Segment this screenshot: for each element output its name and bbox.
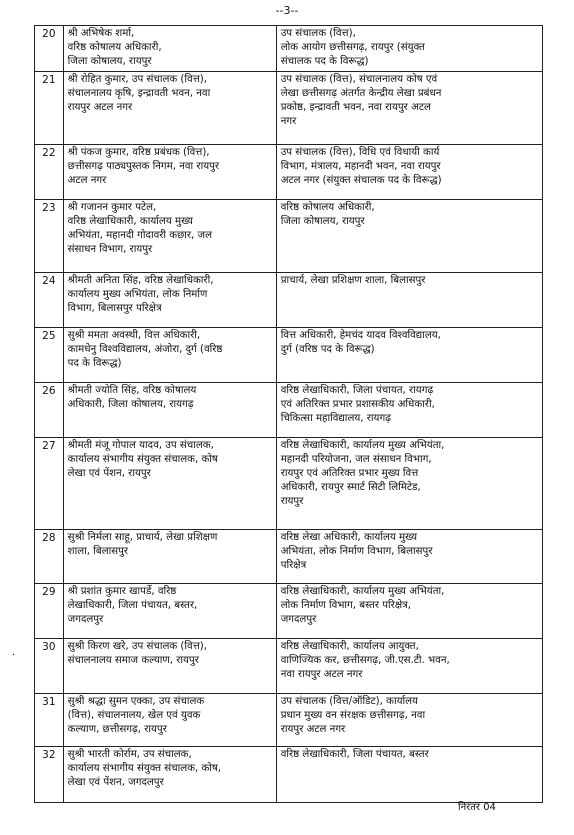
- new-posting-cell: [276, 26, 542, 72]
- officer-name-cell: [63, 583, 276, 638]
- officer-name-text: श्री अभिषेक शर्मा, वरिष्ठ कोषालय अधिकारी, जिला कोषालय, रायपुर: [67, 28, 162, 68]
- new-posting-text: वरिष्ठ लेखाधिकारी, कार्यालय मुख्य अभियंता, महानदी परियोजना, जल संसाधन विभाग, रायपुर एवं अतिरिक्त प्रभार मुख्य वित्त अधिकारी, रायपुर स्मार्ट सिटी लिमिटेड, रायपुर: [280, 439, 445, 508]
- officer-name-text: सुश्री भारती कोर्राम, उप संचालक, कार्यालय संभागीय संयुक्त संचालक, कोष, लेखा एवं पेंशन, जगदलपुर: [67, 748, 222, 789]
- officer-name-cell: [63, 529, 276, 583]
- officer-name-text: श्रीमती ज्योति सिंह, वरिष्ठ कोषालय अधिकारी, जिला कोषालय, रायगढ़: [67, 384, 197, 410]
- table-row: [35, 583, 543, 638]
- new-posting-text: वरिष्ठ लेखा अधिकारी, कार्यालय मुख्य अभियंता, लोक निर्माण विभाग, बिलासपुर परिक्षेत्र: [280, 531, 433, 572]
- table-row: [35, 327, 543, 382]
- table-row: [35, 529, 543, 583]
- officer-name-text: श्री रोहित कुमार, उप संचालक (वित्त), संचालनालय कृषि, इन्द्रावती भवन, नवा रायपुर अटल नगर: [67, 73, 211, 114]
- new-posting-text: उप संचालक (वित्त), विधि एवं विधायी कार्य विभाग, मंत्रालय, महानदी भवन, नवा रायपुर अटल नगर (संयुक्त संचालक पद के विरूद्ध): [280, 146, 442, 187]
- officer-name-cell: [63, 746, 276, 802]
- serial-number-cell: 22: [35, 144, 64, 199]
- serial-number-cell: 26: [35, 382, 64, 437]
- officer-name-cell: [63, 71, 276, 144]
- table-row: [35, 638, 543, 693]
- new-posting-text: प्राचार्य, लेखा प्रशिक्षण शाला, बिलासपुर: [280, 274, 426, 286]
- officer-name-text: सुश्री किरण खरे, उप संचालक (वित्त), संचालनालय समाज कल्याण, रायपुर: [67, 640, 207, 666]
- serial-number-cell: 23: [35, 199, 64, 272]
- new-posting-text: वरिष्ठ कोषालय अधिकारी, जिला कोषालय, रायपुर: [280, 201, 375, 227]
- officer-name-text: सुश्री ममता अवस्थी, वित्त अधिकारी, कामधेनु विश्वविद्यालय, अंजोरा, दुर्ग (वरिष्ठ पद के विरूद्ध): [67, 329, 223, 370]
- new-posting-text: उप संचालक (वित्त/ऑडिट), कार्यालय प्रधान मुख्य वन संरक्षक छत्तीसगढ़, नवा रायपुर अटल नगर: [280, 695, 426, 736]
- new-posting-cell: [276, 71, 542, 144]
- table-row: [35, 26, 543, 72]
- officer-name-text: श्रीमती मंजू गोपाल यादव, उप संचालक, कार्यालय संभागीय संयुक्त संचालक, कोष लेखा एवं पेंशन, रायपुर: [67, 439, 218, 480]
- continuation-footer: निरंतर 04: [458, 802, 496, 813]
- serial-number-cell: 28: [35, 529, 64, 583]
- new-posting-text: वरिष्ठ लेखाधिकारी, कार्यालय आयुक्त, वाणिज्यिक कर, छत्तीसगढ़, जी.एस.टी. भवन, नवा रायपुर अटल नगर: [280, 640, 450, 681]
- margin-dot: .: [12, 647, 16, 658]
- officer-name-text: श्री प्रशांत कुमार खापर्डे, वरिष्ठ लेखाधिकारी, जिला पंचायत, बस्तर, जगदलपुर: [67, 585, 198, 626]
- serial-number-cell: 32: [35, 746, 64, 802]
- officer-name-cell: [63, 327, 276, 382]
- serial-number-cell: 24: [35, 272, 64, 327]
- serial-number-cell: 30: [35, 638, 64, 693]
- table-row: [35, 199, 543, 272]
- new-posting-cell: [276, 327, 542, 382]
- officer-name-cell: [63, 382, 276, 437]
- new-posting-cell: [276, 746, 542, 802]
- table-row: [35, 437, 543, 529]
- serial-number-cell: 29: [35, 583, 64, 638]
- officer-name-cell: [63, 693, 276, 746]
- new-posting-cell: [276, 529, 542, 583]
- officer-name-cell: [63, 26, 276, 72]
- table-row: [35, 272, 543, 327]
- new-posting-text: वरिष्ठ लेखाधिकारी, जिला पंचायत, बस्तर: [280, 748, 429, 760]
- serial-number-cell: 27: [35, 437, 64, 529]
- officer-name-text: श्री पंकज कुमार, वरिष्ठ प्रबंधक (वित्त), छत्तीसगढ़ पाठ्यपुस्तक निगम, नवा रायपुर अटल नगर: [67, 146, 220, 187]
- new-posting-text: वरिष्ठ लेखाधिकारी, कार्यालय मुख्य अभियंता, लोक निर्माण विभाग, बस्तर परिक्षेत्र, जगदलपुर: [280, 585, 445, 626]
- officer-name-cell: [63, 272, 276, 327]
- serial-number-cell: 25: [35, 327, 64, 382]
- new-posting-cell: [276, 144, 542, 199]
- new-posting-cell: [276, 638, 542, 693]
- table-row: [35, 71, 543, 144]
- transfer-table: [34, 25, 543, 803]
- new-posting-cell: [276, 272, 542, 327]
- new-posting-cell: [276, 583, 542, 638]
- officer-name-text: सुश्री श्रद्धा सुमन एक्का, उप संचालक (वित्त), संचालनालय, खेल एवं युवक कल्याण, छत्तीसगढ़, रायपुर: [67, 695, 205, 736]
- officer-name-cell: [63, 638, 276, 693]
- table-row: [35, 746, 543, 802]
- table-row: [35, 144, 543, 199]
- table-row: [35, 382, 543, 437]
- serial-number-cell: 31: [35, 693, 64, 746]
- new-posting-cell: [276, 693, 542, 746]
- table-body: [35, 26, 543, 803]
- officer-name-text: श्रीमती अनिता सिंह, वरिष्ठ लेखाधिकारी, कार्यालय मुख्य अभियंता, लोक निर्माण विभाग, बिलासपुर परिक्षेत्र: [67, 274, 214, 315]
- new-posting-text: वित्त अधिकारी, हेमचंद यादव विश्वविद्यालय, दुर्ग (वरिष्ठ पद के विरूद्ध): [280, 329, 441, 355]
- table-row: [35, 693, 543, 746]
- new-posting-cell: [276, 437, 542, 529]
- new-posting-cell: [276, 382, 542, 437]
- new-posting-text: उप संचालक (वित्त), लोक आयोग छत्तीसगढ़, रायपुर (संयुक्त संचालक पद के विरूद्ध): [280, 28, 425, 68]
- officer-name-text: सुश्री निर्मला साहू, प्राचार्य, लेखा प्रशिक्षण शाला, बिलासपुर: [67, 531, 218, 557]
- officer-name-text: श्री गजानन कुमार पटेल, वरिष्ठ लेखाधिकारी, कार्यालय मुख्य अभियंता, महानदी गोदावरी कछार, जल संसाधन विभाग, रायपुर: [67, 201, 213, 256]
- page-number: --3--: [275, 4, 299, 17]
- serial-number-cell: 21: [35, 71, 64, 144]
- new-posting-text: उप संचालक (वित्त), संचालनालय कोष एवं लेखा छत्तीसगढ़ अंतर्गत केन्द्रीय लेखा प्रबंधन प्रकोष्ठ, इन्द्रावती भवन, नवा रायपुर अटल नगर: [280, 73, 442, 128]
- officer-name-cell: [63, 144, 276, 199]
- officer-name-cell: [63, 437, 276, 529]
- officer-name-cell: [63, 199, 276, 272]
- new-posting-text: वरिष्ठ लेखाधिकारी, जिला पंचायत, रायगढ़ एवं अतिरिक्त प्रभार प्रशासकीय अधिकारी, चिकित्सा महाविद्यालय, रायगढ़: [280, 384, 435, 425]
- serial-number-cell: 20: [35, 26, 64, 72]
- new-posting-cell: [276, 199, 542, 272]
